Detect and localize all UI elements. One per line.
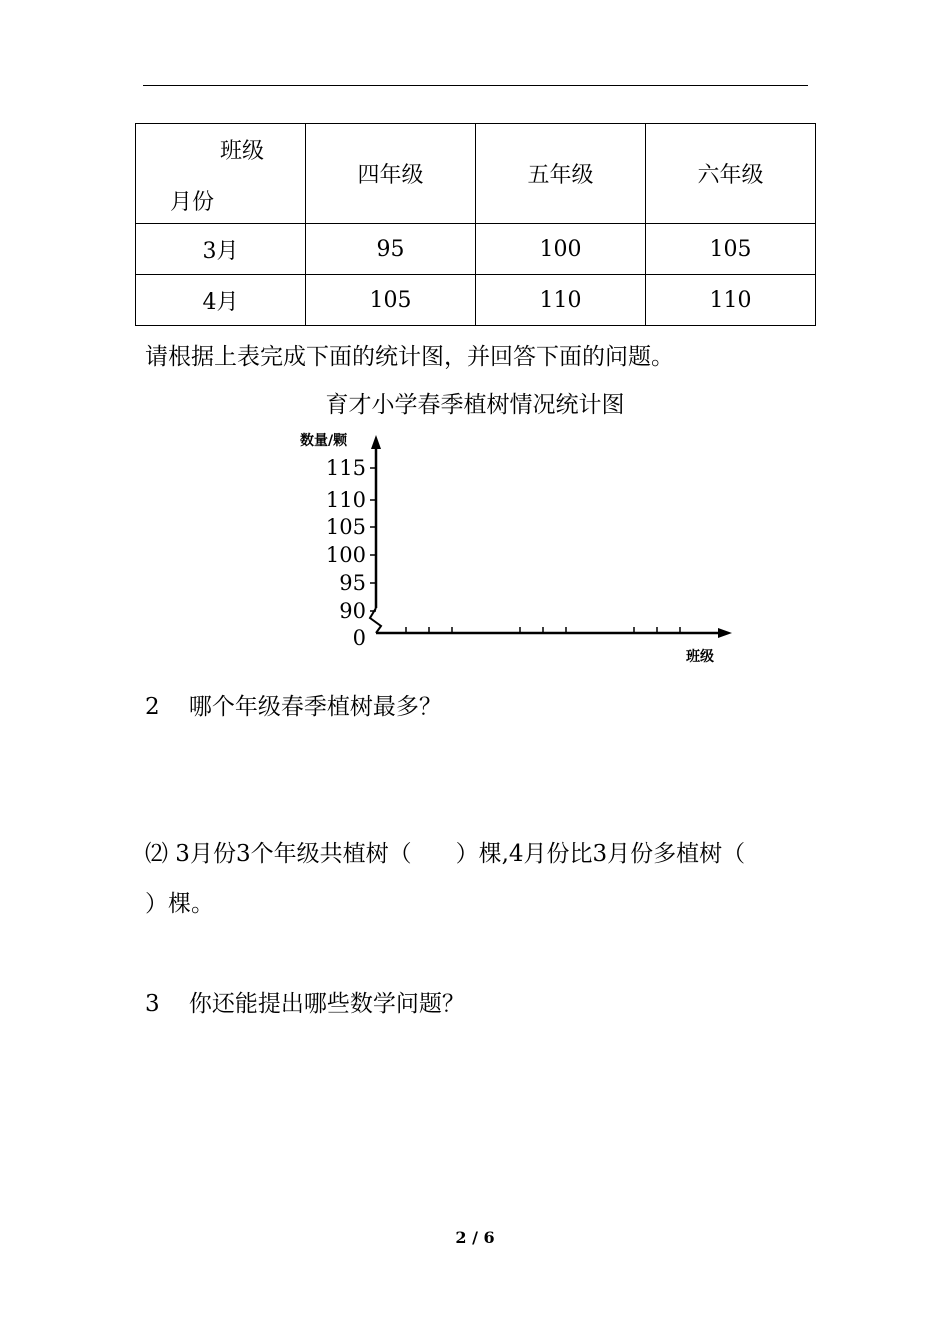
y-tick-label: 95 xyxy=(339,571,366,595)
table-row xyxy=(136,224,816,275)
y-tick-label: 100 xyxy=(325,543,366,567)
corner-label-month: 月份 xyxy=(170,190,215,215)
question-3 xyxy=(145,985,465,1018)
table-cell: 105 xyxy=(306,275,476,326)
y-axis-arrow xyxy=(371,435,381,449)
table-cell: 110 xyxy=(476,275,646,326)
column-header: 四年级 xyxy=(306,124,476,224)
question-text: ⑵ 3月份3个年级共植树（ xyxy=(145,841,412,867)
y-axis-label: 数量/颗 xyxy=(300,433,348,449)
question-text: 哪个年级春季植树最多？ xyxy=(188,694,442,720)
table-row xyxy=(136,275,816,326)
row-month: 4月 xyxy=(136,275,306,326)
header-rule xyxy=(143,85,808,86)
question-fill-blank-cont: ）棵。 xyxy=(145,891,214,917)
y-tick-label: 110 xyxy=(325,488,366,512)
chart-title: 育才小学春季植树情况统计图 xyxy=(325,392,625,418)
question-text: 你还能提出哪些数学问题？ xyxy=(188,991,465,1017)
y-tick-label: 115 xyxy=(325,456,366,480)
y-tick-label: 90 xyxy=(339,599,366,623)
y-tick-label: 0 xyxy=(352,626,366,650)
column-header: 六年级 xyxy=(646,124,816,224)
x-axis-label: 班级 xyxy=(686,649,714,665)
table-corner-cell xyxy=(136,124,306,224)
question-number: 3 xyxy=(145,991,160,1017)
column-header: 五年级 xyxy=(476,124,646,224)
question-text: ）棵,4月份比3月份多植树（ xyxy=(455,841,746,867)
table-cell: 100 xyxy=(476,224,646,275)
question-2 xyxy=(145,688,442,721)
question-number: 2 xyxy=(145,694,160,720)
corner-label-class: 班级 xyxy=(220,139,265,164)
empty-bar-chart xyxy=(290,425,740,670)
instruction-text: 请根据上表完成下面的统计图，并回答下面的问题。 xyxy=(145,344,674,370)
table-cell: 105 xyxy=(646,224,816,275)
y-tick-label: 105 xyxy=(325,515,366,539)
x-axis-arrow xyxy=(718,628,732,638)
tree-planting-table xyxy=(135,123,816,326)
table-cell: 95 xyxy=(306,224,476,275)
question-fill-blank xyxy=(145,835,745,868)
page-number: 2 / 6 xyxy=(455,1228,495,1247)
row-month: 3月 xyxy=(136,224,306,275)
table-cell: 110 xyxy=(646,275,816,326)
